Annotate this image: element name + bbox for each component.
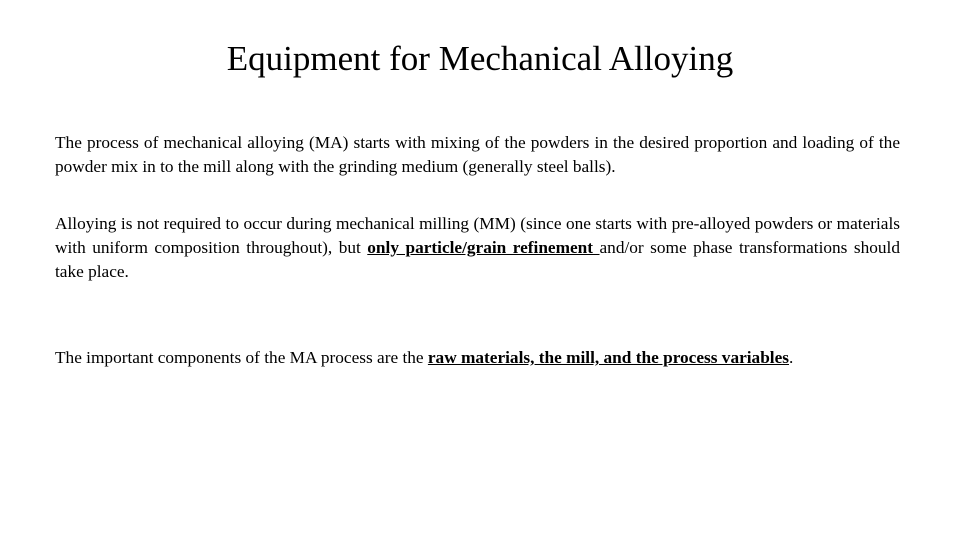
paragraph-mm-text-after: and/or some phase transformations should take place. <box>55 238 900 281</box>
paragraph-mechanical-milling <box>55 212 900 284</box>
paragraph-mm-text-before: Alloying is not required to occur during mechanical milling (MM) (since one starts with pre-alloyed powders or materials with uniform composition throughout), but <box>55 214 900 257</box>
paragraph-components-text-before: The important components of the MA process are the <box>55 348 428 367</box>
paragraph-mm-emphasis: only particle/grain refinement <box>367 238 600 257</box>
paragraph-ma-components <box>55 346 900 370</box>
paragraph-components-text-after: . <box>789 348 794 367</box>
paragraph-components-emphasis: raw materials, the mill, and the process variables <box>427 348 789 367</box>
paragraph-ma-process <box>55 131 900 179</box>
slide-title: Equipment for Mechanical Alloying <box>226 39 734 78</box>
paragraph-ma-process-text: The process of mechanical alloying (MA) starts with mixing of the powders in the desired proportion and loading of the powder mix in to the mill along with the grinding medium (generally steel balls). <box>55 133 900 176</box>
